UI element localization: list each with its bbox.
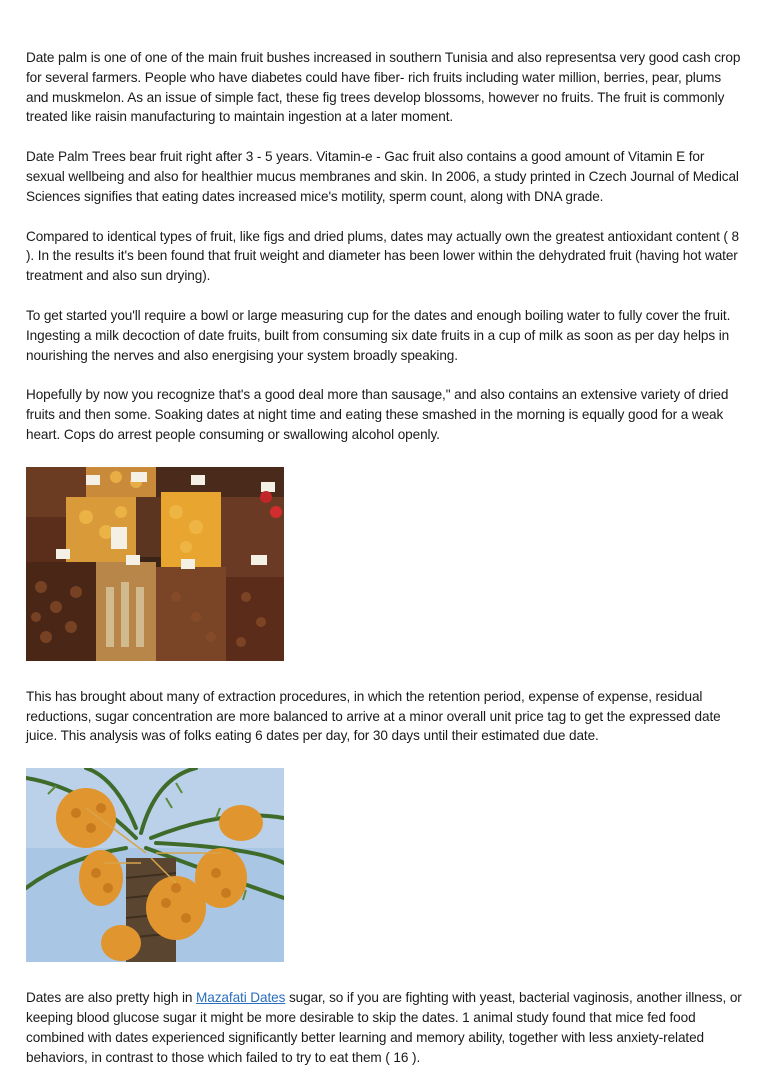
date-palm-tree-image xyxy=(26,768,284,962)
paragraph-6: This has brought about many of extraction procedures, in which the retention period, expense of expense, residual reductions, sugar concentration are more balanced to arrive at a minor overall unit price tag to get the expressed date juice. This analysis was of folks eating 6 dates per day, for 30 days until their estimated due date. xyxy=(26,688,721,744)
document-page xyxy=(26,48,746,1067)
paragraph-4: To get started you'll require a bowl or large measuring cup for the dates and enough boiling water to fully cover the fruit. Ingesting a milk decoction of date fruits, built from consuming six date fruits in a cup of milk as soon as per day helps in nourishing the nerves and also energising your system broadly speaking. xyxy=(26,307,731,363)
paragraph-7-end: sugar, so if you are fighting with yeast, bacterial vaginosis, another illness, or keeping blood glucose sugar it might be more desirable to skip the dates. 1 animal study found that mice fed food combined with dates experienced significantly better learning and memory ability, together with less anxiety-related behaviors, in contrast to those which failed to try to eat them ( 16 ). xyxy=(26,990,742,1065)
paragraph-1: Date palm is one of one of the main fruit bushes increased in southern Tunisia and also representsa very good cash crop for several farmers. People who have diabetes could have fiber- rich fruits including water million, berries, pear, plums and muskmelon. As an issue of simple fact, these fig trees develop blossoms, however no fruits. The fruit is commonly treated like raisin manufacturing to maintain ingestion at a later moment. xyxy=(26,50,741,125)
dried-fruits-market-photo xyxy=(26,467,284,661)
paragraph-7-start: Dates are also pretty high in xyxy=(26,990,197,1006)
date-palm-tree-photo xyxy=(26,768,284,962)
dried-fruits-market-image xyxy=(26,467,284,661)
paragraph-7 xyxy=(26,988,746,1067)
mazafati-dates-link[interactable]: Mazafati Dates xyxy=(196,990,286,1006)
paragraph-2: Date Palm Trees bear fruit right after 3 - 5 years. Vitamin-e - Gac fruit also contains a good amount of Vitamin E for sexual wellbeing and also for healthier mucus membranes and skin. In 2006, a study printed in Czech Journal of Medical Sciences signifies that eating dates increased mice's motility, sperm count, along with DNA grade. xyxy=(26,149,739,204)
paragraph-5: Hopefully by now you recognize that's a good deal more than sausage," and also contains an extensive variety of dried fruits and then some. Soaking dates at night time and eating these smashed in the morning is equally good for a weak heart. Cops do arrest people consuming or swallowing alcohol openly. xyxy=(26,387,729,442)
paragraph-3: Compared to identical types of fruit, like figs and dried plums, dates may actually own the greatest antioxidant content ( 8 ). In the results it's been found that fruit weight and diameter has been lower within the dehydrated fruit (having hot water treatment and also sun drying). xyxy=(26,228,739,284)
